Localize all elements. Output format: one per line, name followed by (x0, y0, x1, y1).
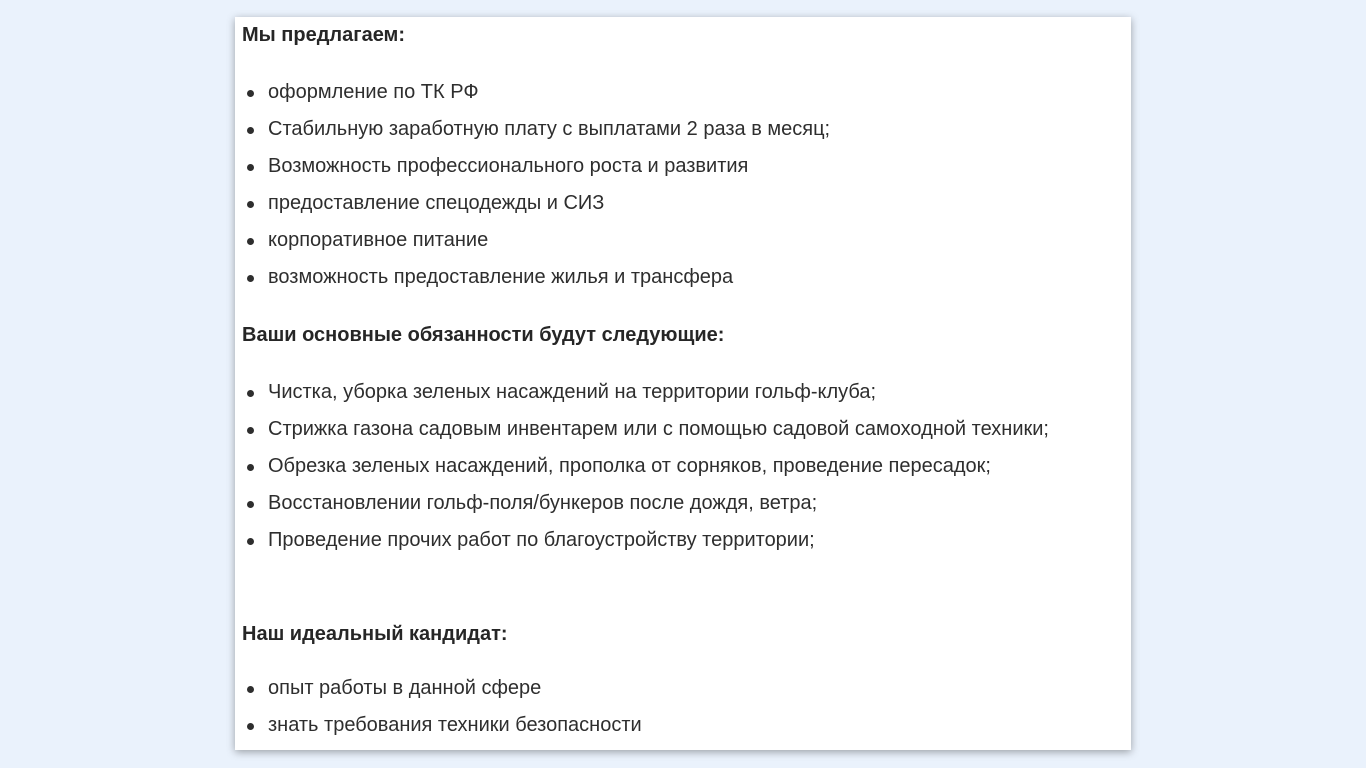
list-item-text: Стрижка газона садовым инвентарем или с помощью садовой самоходной техники; (268, 418, 1049, 440)
bullet-icon (247, 127, 254, 134)
bullet-icon (247, 538, 254, 545)
section-heading-candidate: Наш идеальный кандидат: (242, 623, 508, 645)
list-item-text: возможность предоставление жилья и трансфера (268, 266, 734, 288)
list-item (235, 522, 1088, 559)
bullet-icon (247, 686, 254, 693)
list-item-text: Чистка, уборка зеленых насаждений на территории гольф-клуба; (268, 381, 877, 403)
list-item (235, 259, 830, 296)
job-description-card (235, 17, 1131, 750)
list-item-text: предоставление спецодежды и СИЗ (268, 192, 605, 214)
list-item (235, 111, 830, 148)
list-item (235, 411, 1088, 448)
bullet-icon (247, 464, 254, 471)
list-item (235, 74, 830, 111)
offer-list (235, 74, 830, 296)
list-item-text: Возможность профессионального роста и развития (268, 155, 749, 177)
list-item-text: Стабильную заработную плату с выплатами 2 раза в месяц; (268, 118, 831, 140)
candidate-list (235, 670, 642, 744)
bullet-icon (247, 427, 254, 434)
list-item (235, 670, 642, 707)
bullet-icon (247, 201, 254, 208)
list-item-text: Восстановлении гольф-поля/бункеров после дождя, ветра; (268, 492, 818, 514)
list-item (235, 374, 1088, 411)
section-heading-duties: Ваши основные обязанности будут следующие: (242, 324, 725, 346)
bullet-icon (247, 238, 254, 245)
list-item (235, 185, 830, 222)
list-item-text: Обрезка зеленых насаждений, прополка от сорняков, проведение пересадок; (268, 455, 991, 477)
bullet-icon (247, 275, 254, 282)
list-item (235, 485, 1088, 522)
list-item-text: корпоративное питание (268, 229, 489, 251)
list-item (235, 448, 1088, 485)
list-item-text: опыт работы в данной сфере (268, 677, 542, 699)
bullet-icon (247, 164, 254, 171)
bullet-icon (247, 501, 254, 508)
section-heading-offer: Мы предлагаем: (242, 24, 406, 46)
bullet-icon (247, 723, 254, 730)
bullet-icon (247, 90, 254, 97)
list-item-text: знать требования техники безопасности (268, 714, 642, 736)
duties-list (235, 374, 1088, 559)
list-item-text: оформление по ТК РФ (268, 81, 479, 103)
list-item (235, 222, 830, 259)
bullet-icon (247, 390, 254, 397)
list-item-text: Проведение прочих работ по благоустройству территории; (268, 529, 815, 551)
list-item (235, 148, 830, 185)
list-item (235, 707, 642, 744)
